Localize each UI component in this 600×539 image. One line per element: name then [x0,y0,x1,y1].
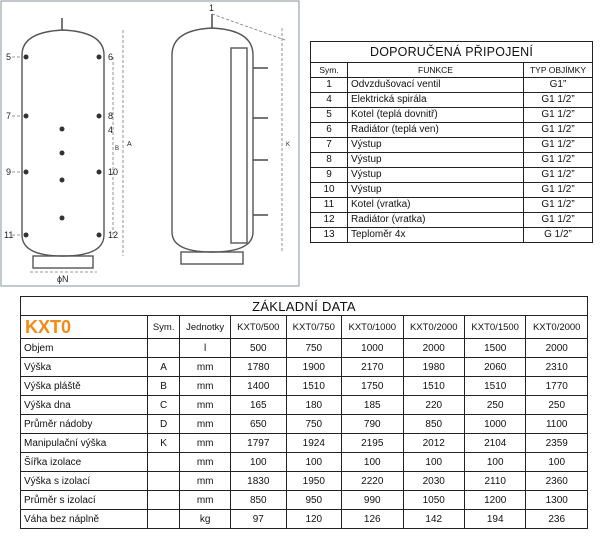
data-row [21,415,588,434]
row-value: 1500 [464,339,525,358]
model-header: KXT0/750 [286,316,342,339]
connection-row [311,153,593,168]
brand-logo: KXT0 [21,316,148,339]
row-sym [148,453,180,472]
data-row [21,434,588,453]
row-value: 1770 [526,377,588,396]
data-row [21,510,588,529]
row-value: 2104 [464,434,525,453]
row-value: 2012 [403,434,464,453]
row-value: 1400 [231,377,287,396]
connection-func-cell: Výstup [348,138,524,153]
connection-type-cell: G1 1/2” [524,123,593,138]
model-header: KXT0/500 [231,316,287,339]
row-value: 2195 [342,434,403,453]
row-value: 100 [342,453,403,472]
model-header: KXT0/2000 [526,316,588,339]
row-sym [148,472,180,491]
connection-func-cell: Elektrická spirála [348,93,524,108]
connection-func-cell: Výstup [348,168,524,183]
row-value: 950 [286,491,342,510]
data-row [21,491,588,510]
row-value: 1000 [464,415,525,434]
row-sym: A [148,358,180,377]
connection-sym-cell: 9 [311,168,348,183]
row-value: 1830 [231,472,287,491]
row-value: 2030 [403,472,464,491]
model-header: KXT0/1500 [464,316,525,339]
model-header: KXT0/1000 [342,316,403,339]
row-value: 2060 [464,358,525,377]
dimension-lines [12,30,123,272]
conn-label-8: 8 [108,111,114,121]
row-value: 2359 [526,434,588,453]
row-value: 100 [526,453,588,472]
row-value: 1900 [286,358,342,377]
connection-row [311,138,593,153]
row-label: Výška pláště [21,377,148,396]
row-value: 185 [342,396,403,415]
connection-type-cell: G1 1/2” [524,183,593,198]
row-value: 250 [464,396,525,415]
row-value: 1510 [403,377,464,396]
connection-type-cell: G1 1/2” [524,168,593,183]
row-value: 1200 [464,491,525,510]
connection-sym-cell: 6 [311,123,348,138]
connection-type-cell: G1” [524,78,593,93]
data-row [21,358,588,377]
connection-row [311,168,593,183]
row-value: 100 [464,453,525,472]
side-tank-view [172,28,253,264]
row-value: 100 [403,453,464,472]
connection-type-cell: G1 1/2” [524,153,593,168]
row-value: 2310 [526,358,588,377]
front-connector-dots [24,55,102,238]
connection-sym-cell: 11 [311,198,348,213]
row-value: 1000 [342,339,403,358]
row-value: 790 [342,415,403,434]
row-unit: mm [180,434,231,453]
row-value: 1750 [342,377,403,396]
row-value: 1050 [403,491,464,510]
row-value: 850 [231,491,287,510]
row-unit: mm [180,491,231,510]
row-value: 750 [286,415,342,434]
row-value: 120 [286,510,342,529]
connection-func-cell: Kotel (teplá dovnitř) [348,108,524,123]
conn-label-12: 12 [108,230,119,240]
conn-label-1: 1 [209,3,215,13]
side-dimension-lines [212,14,285,252]
unit-header: Jednotky [180,316,231,339]
data-row [21,339,588,358]
connection-sym-cell: 13 [311,228,348,243]
connection-type-cell: G1 1/2” [524,93,593,108]
connection-type-cell: G1 1/2” [524,213,593,228]
sym-header: Sym. [148,316,180,339]
row-value: 2170 [342,358,403,377]
row-value: 1510 [464,377,525,396]
conn-label-4: 4 [108,125,114,135]
row-value: 220 [403,396,464,415]
connection-type-cell: G1 1/2” [524,198,593,213]
row-value: 236 [526,510,588,529]
connection-func-cell: Radiátor (vratka) [348,213,524,228]
row-sym: D [148,415,180,434]
row-label: Manipulační výška [21,434,148,453]
row-label: Váha bez náplně [21,510,148,529]
row-value: 100 [231,453,287,472]
row-unit: mm [180,415,231,434]
row-value: 2000 [526,339,588,358]
row-value: 100 [286,453,342,472]
row-sym [148,491,180,510]
row-value: 97 [231,510,287,529]
basic-data-table [20,296,588,529]
connection-row [311,183,593,198]
connection-row [311,78,593,93]
conn-label-10: 10 [108,167,119,177]
row-value: 142 [403,510,464,529]
connection-type-cell: G1 1/2” [524,108,593,123]
row-value: 1924 [286,434,342,453]
row-sym: K [148,434,180,453]
connection-sym-cell: 5 [311,108,348,123]
conn-label-5: 5 [6,52,12,62]
row-value: 1950 [286,472,342,491]
row-sym: C [148,396,180,415]
connection-type-cell: G1 1/2” [524,138,593,153]
dim-label-n: ϕN [57,274,69,284]
connection-func-cell: Radiátor (teplá ven) [348,123,524,138]
data-row [21,396,588,415]
data-row [21,472,588,491]
row-value: 2000 [403,339,464,358]
row-value: 1300 [526,491,588,510]
connection-sym-cell: 1 [311,78,348,93]
connection-row [311,228,593,243]
connection-row [311,93,593,108]
row-value: 180 [286,396,342,415]
row-value: 650 [231,415,287,434]
connection-sym-cell: 10 [311,183,348,198]
row-value: 2220 [342,472,403,491]
connection-func-cell: Výstup [348,183,524,198]
model-header: KXT0/2000 [403,316,464,339]
conn-label-6: 6 [108,52,114,62]
row-value: 126 [342,510,403,529]
conn-label-11: 11 [4,230,14,240]
row-value: 1980 [403,358,464,377]
row-unit: mm [180,453,231,472]
row-value: 1797 [231,434,287,453]
connection-sym-cell: 4 [311,93,348,108]
row-value: 1780 [231,358,287,377]
row-label: Objem [21,339,148,358]
basic-data-title: ZÁKLADNÍ DATA [21,297,588,316]
row-label: Průměr nádoby [21,415,148,434]
row-value: 2110 [464,472,525,491]
row-unit: mm [180,396,231,415]
col-type-header: TYP OBJÍMKY [524,63,593,78]
connections-title: DOPORUČENÁ PŘIPOJENÍ [311,42,593,63]
dim-label-k: K [286,142,291,148]
connection-row [311,108,593,123]
connection-type-cell: G 1/2” [524,228,593,243]
row-sym: B [148,377,180,396]
row-unit: mm [180,358,231,377]
row-value: 165 [231,396,287,415]
data-row [21,453,588,472]
row-unit: mm [180,472,231,491]
row-label: Šířka izolace [21,453,148,472]
row-label: Výška s izolací [21,472,148,491]
row-sym [148,510,180,529]
connection-func-cell: Odvzdušovací ventil [348,78,524,93]
row-label: Výška dna [21,396,148,415]
front-tank-view [22,30,104,268]
dim-label-b: B [115,146,120,152]
col-sym-header: Sym. [311,63,348,78]
connection-row [311,213,593,228]
side-connector-pipes [62,14,268,215]
row-value: 250 [526,396,588,415]
connection-row [311,198,593,213]
connection-row [311,123,593,138]
col-func-header: FUNKCE [348,63,524,78]
row-value: 850 [403,415,464,434]
row-value: 2360 [526,472,588,491]
connection-sym-cell: 12 [311,213,348,228]
connections-table [310,41,593,243]
conn-label-9: 9 [6,167,12,177]
row-value: 194 [464,510,525,529]
connection-func-cell: Teploměr 4x [348,228,524,243]
row-value: 500 [231,339,287,358]
dim-label-a: A [127,141,132,148]
row-value: 1510 [286,377,342,396]
row-value: 1100 [526,415,588,434]
data-row [21,377,588,396]
row-unit: kg [180,510,231,529]
row-sym [148,339,180,358]
connection-sym-cell: 8 [311,153,348,168]
row-value: 750 [286,339,342,358]
tank-drawing [0,0,300,287]
row-label: Výška [21,358,148,377]
conn-label-7: 7 [6,111,12,121]
row-unit: l [180,339,231,358]
connection-func-cell: Kotel (vratka) [348,198,524,213]
connection-func-cell: Výstup [348,153,524,168]
row-unit: mm [180,377,231,396]
row-value: 990 [342,491,403,510]
row-label: Průměr s izolací [21,491,148,510]
connection-sym-cell: 7 [311,138,348,153]
